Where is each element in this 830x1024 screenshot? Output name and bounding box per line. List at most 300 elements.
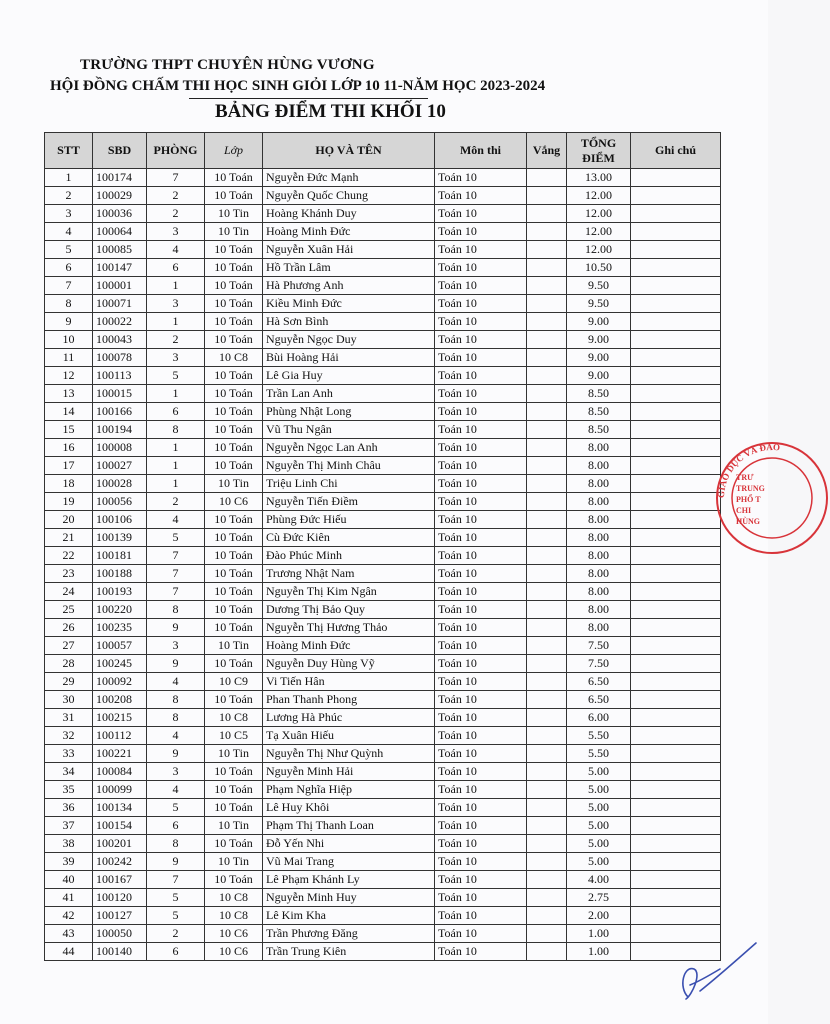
table-row	[45, 583, 721, 601]
cell-phong: 7	[147, 547, 205, 565]
cell-lop: 10 C5	[205, 727, 263, 745]
cell-vang	[527, 385, 567, 403]
cell-sbd: 100139	[93, 529, 147, 547]
table-row	[45, 799, 721, 817]
cell-sbd: 100221	[93, 745, 147, 763]
cell-lop: 10 Toán	[205, 277, 263, 295]
cell-stt: 8	[45, 295, 93, 313]
cell-mon-thi: Toán 10	[435, 763, 527, 781]
cell-ghi-chu	[631, 619, 721, 637]
cell-vang	[527, 295, 567, 313]
cell-ho-ten: Lê Kim Kha	[263, 907, 435, 925]
cell-mon-thi: Toán 10	[435, 187, 527, 205]
cell-ho-ten: Vi Tiến Hân	[263, 673, 435, 691]
cell-ho-ten: Hoàng Minh Đức	[263, 223, 435, 241]
cell-sbd: 100015	[93, 385, 147, 403]
cell-ghi-chu	[631, 511, 721, 529]
cell-sbd: 100194	[93, 421, 147, 439]
cell-ghi-chu	[631, 853, 721, 871]
table-row	[45, 295, 721, 313]
cell-ghi-chu	[631, 889, 721, 907]
cell-sbd: 100092	[93, 673, 147, 691]
cell-ho-ten: Nguyễn Đức Mạnh	[263, 169, 435, 187]
table-row	[45, 439, 721, 457]
cell-ghi-chu	[631, 637, 721, 655]
cell-tong-diem: 4.00	[567, 871, 631, 889]
cell-tong-diem: 9.00	[567, 331, 631, 349]
stamp-inner-line: TRƯ	[736, 473, 754, 482]
table-row	[45, 277, 721, 295]
table-row	[45, 835, 721, 853]
table-header-row	[45, 133, 721, 169]
table-row	[45, 871, 721, 889]
cell-lop: 10 C8	[205, 889, 263, 907]
cell-tong-diem: 8.00	[567, 565, 631, 583]
cell-phong: 8	[147, 835, 205, 853]
table-row	[45, 529, 721, 547]
stamp-inner-line: TRUNG	[736, 484, 765, 493]
cell-phong: 6	[147, 259, 205, 277]
cell-lop: 10 Toán	[205, 691, 263, 709]
col-header-phong: PHÒNG	[147, 133, 205, 169]
cell-tong-diem: 8.50	[567, 421, 631, 439]
cell-mon-thi: Toán 10	[435, 871, 527, 889]
cell-sbd: 100078	[93, 349, 147, 367]
cell-phong: 7	[147, 871, 205, 889]
table-row	[45, 241, 721, 259]
cell-stt: 21	[45, 529, 93, 547]
cell-ho-ten: Nguyễn Ngọc Duy	[263, 331, 435, 349]
cell-mon-thi: Toán 10	[435, 565, 527, 583]
cell-ho-ten: Vũ Mai Trang	[263, 853, 435, 871]
cell-ghi-chu	[631, 709, 721, 727]
table-row	[45, 475, 721, 493]
col-header-lop: Lớp	[205, 133, 263, 169]
cell-tong-diem: 1.00	[567, 943, 631, 961]
stamp-inner-line: PHỔ T	[736, 495, 761, 504]
cell-lop: 10 Toán	[205, 331, 263, 349]
cell-tong-diem: 2.75	[567, 889, 631, 907]
cell-stt: 13	[45, 385, 93, 403]
cell-ho-ten: Lê Huy Khôi	[263, 799, 435, 817]
cell-tong-diem: 9.00	[567, 367, 631, 385]
cell-mon-thi: Toán 10	[435, 349, 527, 367]
cell-phong: 3	[147, 763, 205, 781]
cell-ho-ten: Phùng Đức Hiếu	[263, 511, 435, 529]
cell-tong-diem: 8.50	[567, 385, 631, 403]
cell-ho-ten: Phạm Nghĩa Hiệp	[263, 781, 435, 799]
cell-ho-ten: Đào Phúc Minh	[263, 547, 435, 565]
signature	[670, 935, 760, 1005]
cell-ghi-chu	[631, 385, 721, 403]
header-underline	[189, 98, 428, 99]
cell-vang	[527, 259, 567, 277]
cell-sbd: 100140	[93, 943, 147, 961]
cell-ho-ten: Hà Phương Anh	[263, 277, 435, 295]
cell-stt: 11	[45, 349, 93, 367]
cell-mon-thi: Toán 10	[435, 205, 527, 223]
cell-sbd: 100106	[93, 511, 147, 529]
cell-tong-diem: 5.00	[567, 817, 631, 835]
cell-lop: 10 Tin	[205, 745, 263, 763]
cell-stt: 18	[45, 475, 93, 493]
cell-lop: 10 Tin	[205, 853, 263, 871]
cell-stt: 24	[45, 583, 93, 601]
table-row	[45, 493, 721, 511]
cell-lop: 10 Tin	[205, 475, 263, 493]
cell-ghi-chu	[631, 655, 721, 673]
table-row	[45, 745, 721, 763]
cell-stt: 38	[45, 835, 93, 853]
cell-mon-thi: Toán 10	[435, 223, 527, 241]
table-row	[45, 817, 721, 835]
cell-mon-thi: Toán 10	[435, 457, 527, 475]
cell-lop: 10 Toán	[205, 763, 263, 781]
col-header-sbd: SBD	[93, 133, 147, 169]
cell-ghi-chu	[631, 565, 721, 583]
cell-mon-thi: Toán 10	[435, 799, 527, 817]
table-row	[45, 511, 721, 529]
cell-phong: 6	[147, 943, 205, 961]
cell-mon-thi: Toán 10	[435, 403, 527, 421]
cell-ghi-chu	[631, 691, 721, 709]
cell-phong: 9	[147, 745, 205, 763]
table-row	[45, 853, 721, 871]
cell-vang	[527, 907, 567, 925]
cell-ho-ten: Dương Thị Bảo Quy	[263, 601, 435, 619]
cell-phong: 2	[147, 493, 205, 511]
cell-lop: 10 C8	[205, 709, 263, 727]
cell-stt: 7	[45, 277, 93, 295]
cell-tong-diem: 8.00	[567, 619, 631, 637]
cell-ghi-chu	[631, 871, 721, 889]
table-row	[45, 925, 721, 943]
cell-sbd: 100242	[93, 853, 147, 871]
cell-tong-diem: 10.50	[567, 259, 631, 277]
cell-ho-ten: Nguyễn Quốc Chung	[263, 187, 435, 205]
cell-tong-diem: 8.00	[567, 439, 631, 457]
cell-lop: 10 C8	[205, 907, 263, 925]
cell-vang	[527, 547, 567, 565]
cell-ghi-chu	[631, 295, 721, 313]
cell-stt: 15	[45, 421, 93, 439]
cell-vang	[527, 691, 567, 709]
cell-tong-diem: 8.00	[567, 457, 631, 475]
cell-ghi-chu	[631, 331, 721, 349]
cell-stt: 1	[45, 169, 93, 187]
cell-phong: 5	[147, 529, 205, 547]
cell-sbd: 100154	[93, 817, 147, 835]
cell-vang	[527, 655, 567, 673]
cell-sbd: 100001	[93, 277, 147, 295]
cell-stt: 34	[45, 763, 93, 781]
cell-mon-thi: Toán 10	[435, 547, 527, 565]
cell-vang	[527, 187, 567, 205]
cell-phong: 8	[147, 421, 205, 439]
cell-sbd: 100043	[93, 331, 147, 349]
cell-phong: 4	[147, 511, 205, 529]
cell-tong-diem: 1.00	[567, 925, 631, 943]
cell-sbd: 100147	[93, 259, 147, 277]
cell-phong: 8	[147, 691, 205, 709]
cell-lop: 10 Toán	[205, 835, 263, 853]
cell-mon-thi: Toán 10	[435, 331, 527, 349]
cell-vang	[527, 565, 567, 583]
official-stamp	[714, 440, 830, 556]
cell-sbd: 100201	[93, 835, 147, 853]
cell-ho-ten: Phan Thanh Phong	[263, 691, 435, 709]
cell-stt: 43	[45, 925, 93, 943]
cell-mon-thi: Toán 10	[435, 709, 527, 727]
cell-stt: 19	[45, 493, 93, 511]
cell-ghi-chu	[631, 277, 721, 295]
cell-lop: 10 Tin	[205, 223, 263, 241]
cell-tong-diem: 12.00	[567, 241, 631, 259]
table-row	[45, 547, 721, 565]
cell-mon-thi: Toán 10	[435, 619, 527, 637]
cell-stt: 32	[45, 727, 93, 745]
table-row	[45, 421, 721, 439]
cell-lop: 10 Toán	[205, 799, 263, 817]
cell-phong: 3	[147, 637, 205, 655]
cell-tong-diem: 8.00	[567, 493, 631, 511]
cell-ho-ten: Cù Đức Kiên	[263, 529, 435, 547]
cell-sbd: 100028	[93, 475, 147, 493]
cell-vang	[527, 421, 567, 439]
cell-tong-diem: 12.00	[567, 205, 631, 223]
cell-vang	[527, 277, 567, 295]
cell-phong: 5	[147, 367, 205, 385]
cell-tong-diem: 8.00	[567, 529, 631, 547]
cell-mon-thi: Toán 10	[435, 889, 527, 907]
cell-ghi-chu	[631, 601, 721, 619]
cell-sbd: 100057	[93, 637, 147, 655]
cell-ho-ten: Nguyễn Thị Hương Thảo	[263, 619, 435, 637]
cell-tong-diem: 8.00	[567, 511, 631, 529]
cell-vang	[527, 673, 567, 691]
cell-ghi-chu	[631, 367, 721, 385]
cell-mon-thi: Toán 10	[435, 421, 527, 439]
table-row	[45, 889, 721, 907]
cell-stt: 22	[45, 547, 93, 565]
cell-stt: 31	[45, 709, 93, 727]
cell-vang	[527, 727, 567, 745]
cell-vang	[527, 835, 567, 853]
cell-vang	[527, 763, 567, 781]
cell-phong: 5	[147, 889, 205, 907]
cell-ghi-chu	[631, 421, 721, 439]
cell-ho-ten: Nguyễn Thị Kim Ngân	[263, 583, 435, 601]
cell-mon-thi: Toán 10	[435, 367, 527, 385]
table-row	[45, 907, 721, 925]
table-body	[45, 169, 721, 961]
cell-stt: 30	[45, 691, 93, 709]
cell-mon-thi: Toán 10	[435, 259, 527, 277]
cell-lop: 10 Toán	[205, 295, 263, 313]
cell-tong-diem: 6.50	[567, 691, 631, 709]
page-title: BẢNG ĐIỂM THI KHỐI 10	[215, 101, 446, 122]
cell-lop: 10 C9	[205, 673, 263, 691]
cell-mon-thi: Toán 10	[435, 583, 527, 601]
cell-stt: 20	[45, 511, 93, 529]
cell-stt: 4	[45, 223, 93, 241]
cell-mon-thi: Toán 10	[435, 691, 527, 709]
cell-tong-diem: 8.50	[567, 403, 631, 421]
cell-sbd: 100056	[93, 493, 147, 511]
cell-mon-thi: Toán 10	[435, 781, 527, 799]
cell-ghi-chu	[631, 205, 721, 223]
cell-lop: 10 Toán	[205, 601, 263, 619]
cell-phong: 2	[147, 331, 205, 349]
cell-tong-diem: 5.50	[567, 745, 631, 763]
cell-ho-ten: Trần Lan Anh	[263, 385, 435, 403]
cell-ghi-chu	[631, 781, 721, 799]
cell-mon-thi: Toán 10	[435, 475, 527, 493]
cell-ghi-chu	[631, 583, 721, 601]
cell-phong: 6	[147, 817, 205, 835]
table-row	[45, 655, 721, 673]
cell-mon-thi: Toán 10	[435, 853, 527, 871]
cell-sbd: 100071	[93, 295, 147, 313]
table-row	[45, 691, 721, 709]
cell-sbd: 100208	[93, 691, 147, 709]
cell-tong-diem: 5.00	[567, 763, 631, 781]
cell-stt: 44	[45, 943, 93, 961]
cell-sbd: 100174	[93, 169, 147, 187]
cell-phong: 5	[147, 907, 205, 925]
table-row	[45, 943, 721, 961]
cell-lop: 10 C6	[205, 493, 263, 511]
cell-ho-ten: Hoàng Minh Đức	[263, 637, 435, 655]
cell-phong: 9	[147, 619, 205, 637]
cell-lop: 10 Toán	[205, 403, 263, 421]
cell-sbd: 100215	[93, 709, 147, 727]
table-row	[45, 457, 721, 475]
cell-lop: 10 Toán	[205, 511, 263, 529]
cell-lop: 10 Toán	[205, 781, 263, 799]
cell-ghi-chu	[631, 493, 721, 511]
cell-tong-diem: 9.00	[567, 313, 631, 331]
cell-vang	[527, 475, 567, 493]
cell-sbd: 100112	[93, 727, 147, 745]
cell-mon-thi: Toán 10	[435, 601, 527, 619]
cell-phong: 6	[147, 403, 205, 421]
cell-mon-thi: Toán 10	[435, 529, 527, 547]
cell-mon-thi: Toán 10	[435, 385, 527, 403]
cell-sbd: 100193	[93, 583, 147, 601]
cell-vang	[527, 619, 567, 637]
cell-vang	[527, 241, 567, 259]
cell-sbd: 100235	[93, 619, 147, 637]
cell-lop: 10 Toán	[205, 385, 263, 403]
cell-stt: 12	[45, 367, 93, 385]
cell-lop: 10 Tin	[205, 205, 263, 223]
cell-ghi-chu	[631, 727, 721, 745]
cell-tong-diem: 12.00	[567, 223, 631, 241]
cell-ghi-chu	[631, 817, 721, 835]
col-header-ho-ten: HỌ VÀ TÊN	[263, 133, 435, 169]
cell-tong-diem: 5.00	[567, 799, 631, 817]
cell-ho-ten: Phùng Nhật Long	[263, 403, 435, 421]
cell-vang	[527, 799, 567, 817]
cell-lop: 10 Toán	[205, 583, 263, 601]
table-row	[45, 313, 721, 331]
cell-sbd: 100181	[93, 547, 147, 565]
cell-phong: 7	[147, 565, 205, 583]
cell-lop: 10 Toán	[205, 565, 263, 583]
cell-ghi-chu	[631, 223, 721, 241]
cell-phong: 1	[147, 277, 205, 295]
cell-lop: 10 C6	[205, 943, 263, 961]
cell-lop: 10 Toán	[205, 367, 263, 385]
cell-stt: 29	[45, 673, 93, 691]
cell-lop: 10 Tin	[205, 637, 263, 655]
cell-stt: 40	[45, 871, 93, 889]
cell-sbd: 100127	[93, 907, 147, 925]
cell-vang	[527, 493, 567, 511]
col-header-ghi-chu: Ghi chú	[631, 133, 721, 169]
cell-mon-thi: Toán 10	[435, 727, 527, 745]
cell-tong-diem: 9.00	[567, 349, 631, 367]
cell-ho-ten: Nguyễn Thị Như Quỳnh	[263, 745, 435, 763]
table-row	[45, 367, 721, 385]
cell-stt: 9	[45, 313, 93, 331]
cell-mon-thi: Toán 10	[435, 277, 527, 295]
cell-ho-ten: Phạm Thị Thanh Loan	[263, 817, 435, 835]
cell-ghi-chu	[631, 349, 721, 367]
cell-vang	[527, 745, 567, 763]
cell-ho-ten: Hoàng Khánh Duy	[263, 205, 435, 223]
table-row	[45, 331, 721, 349]
cell-sbd: 100166	[93, 403, 147, 421]
cell-tong-diem: 9.50	[567, 295, 631, 313]
cell-vang	[527, 925, 567, 943]
cell-ho-ten: Hà Sơn Bình	[263, 313, 435, 331]
cell-vang	[527, 349, 567, 367]
cell-sbd: 100036	[93, 205, 147, 223]
cell-sbd: 100029	[93, 187, 147, 205]
cell-ghi-chu	[631, 835, 721, 853]
table-row	[45, 709, 721, 727]
cell-vang	[527, 169, 567, 187]
cell-tong-diem: 9.50	[567, 277, 631, 295]
cell-lop: 10 Toán	[205, 547, 263, 565]
cell-tong-diem: 8.00	[567, 475, 631, 493]
cell-vang	[527, 709, 567, 727]
cell-lop: 10 Toán	[205, 457, 263, 475]
score-table	[44, 132, 721, 961]
cell-mon-thi: Toán 10	[435, 295, 527, 313]
cell-mon-thi: Toán 10	[435, 493, 527, 511]
cell-stt: 33	[45, 745, 93, 763]
cell-tong-diem: 12.00	[567, 187, 631, 205]
cell-ho-ten: Nguyễn Xuân Hải	[263, 241, 435, 259]
cell-phong: 2	[147, 187, 205, 205]
cell-vang	[527, 439, 567, 457]
cell-lop: 10 Tin	[205, 817, 263, 835]
cell-phong: 7	[147, 583, 205, 601]
cell-ghi-chu	[631, 241, 721, 259]
cell-phong: 1	[147, 313, 205, 331]
cell-ho-ten: Hồ Trần Lâm	[263, 259, 435, 277]
cell-phong: 9	[147, 655, 205, 673]
cell-stt: 42	[45, 907, 93, 925]
cell-stt: 2	[45, 187, 93, 205]
cell-tong-diem: 5.00	[567, 781, 631, 799]
cell-ho-ten: Nguyễn Thị Minh Châu	[263, 457, 435, 475]
cell-mon-thi: Toán 10	[435, 817, 527, 835]
cell-sbd: 100027	[93, 457, 147, 475]
